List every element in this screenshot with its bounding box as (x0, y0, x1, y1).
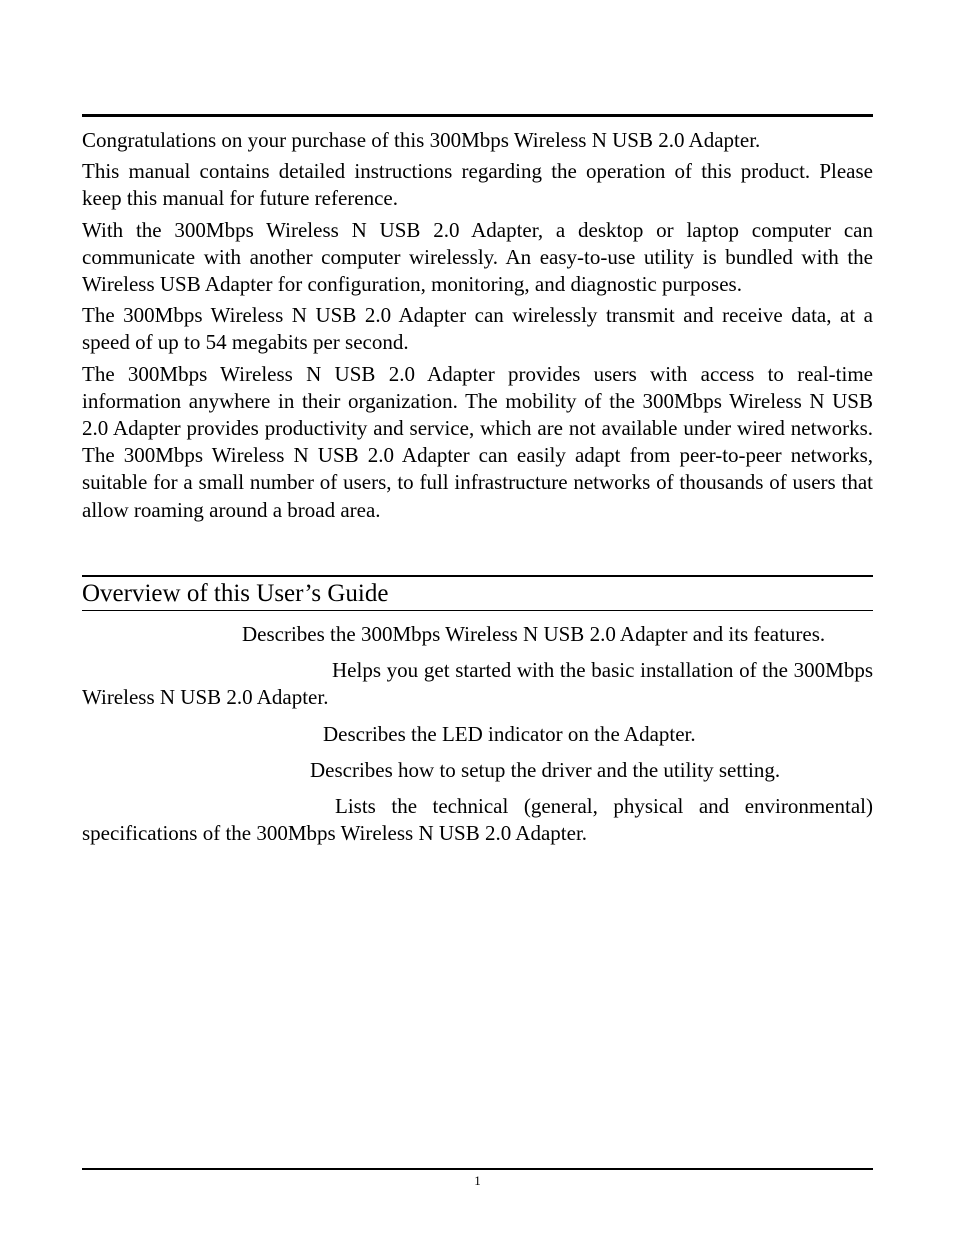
intro-paragraph: With the 300Mbps Wireless N USB 2.0 Adapter, a desktop or laptop computer can communicate with another computer wirelessly. An easy-to-use utility is bundled with the Wireless USB Adapter for configuration, monitoring, and diagnostic purposes. (82, 217, 873, 297)
overview-item: Describes the LED indicator on the Adapter. (323, 721, 696, 746)
intro-paragraph: The 300Mbps Wireless N USB 2.0 Adapter can wirelessly transmit and receive data, at a speed of up to 54 megabits per second. (82, 303, 873, 355)
overview-item: Lists the technical (general, physical and environmental) specifications of the 300Mbps Wireless N USB 2.0 Adapter. (82, 794, 873, 846)
overview-list (82, 621, 873, 847)
overview-section-header (82, 575, 873, 611)
overview-item: Describes the 300Mbps Wireless N USB 2.0 Adapter and its features. (242, 622, 826, 646)
document-page (82, 0, 873, 1235)
overview-item: Describes how to setup the driver and the utility setting. (310, 757, 781, 782)
page-number: 1 (474, 1173, 481, 1188)
section-title: Overview of this User’s Guide (82, 580, 389, 607)
intro-paragraph: This manual contains detailed instructions regarding the operation of this product. Please keep this manual for future reference. (82, 159, 873, 211)
intro-paragraph: Congratulations on your purchase of this 300Mbps Wireless N USB 2.0 Adapter. (82, 128, 761, 152)
intro-paragraph: The 300Mbps Wireless N USB 2.0 Adapter provides users with access to real-time information anywhere in their organization. The mobility of the 300Mbps Wireless N USB 2.0 Adapter provides productivity and service, which are not available under wired networks. The 300Mbps Wireless N USB 2.0 Adapter can easily adapt from peer-to-peer networks, suitable for a small number of users, to full infrastructure networks of thousands of users that allow roaming around a broad area. (82, 361, 873, 522)
overview-item: Helps you get started with the basic installation of the 300Mbps Wireless N USB 2.0 Adapter. (82, 658, 873, 710)
footer-rule (82, 1168, 873, 1170)
top-rule (82, 114, 873, 117)
introduction-section (82, 127, 873, 528)
